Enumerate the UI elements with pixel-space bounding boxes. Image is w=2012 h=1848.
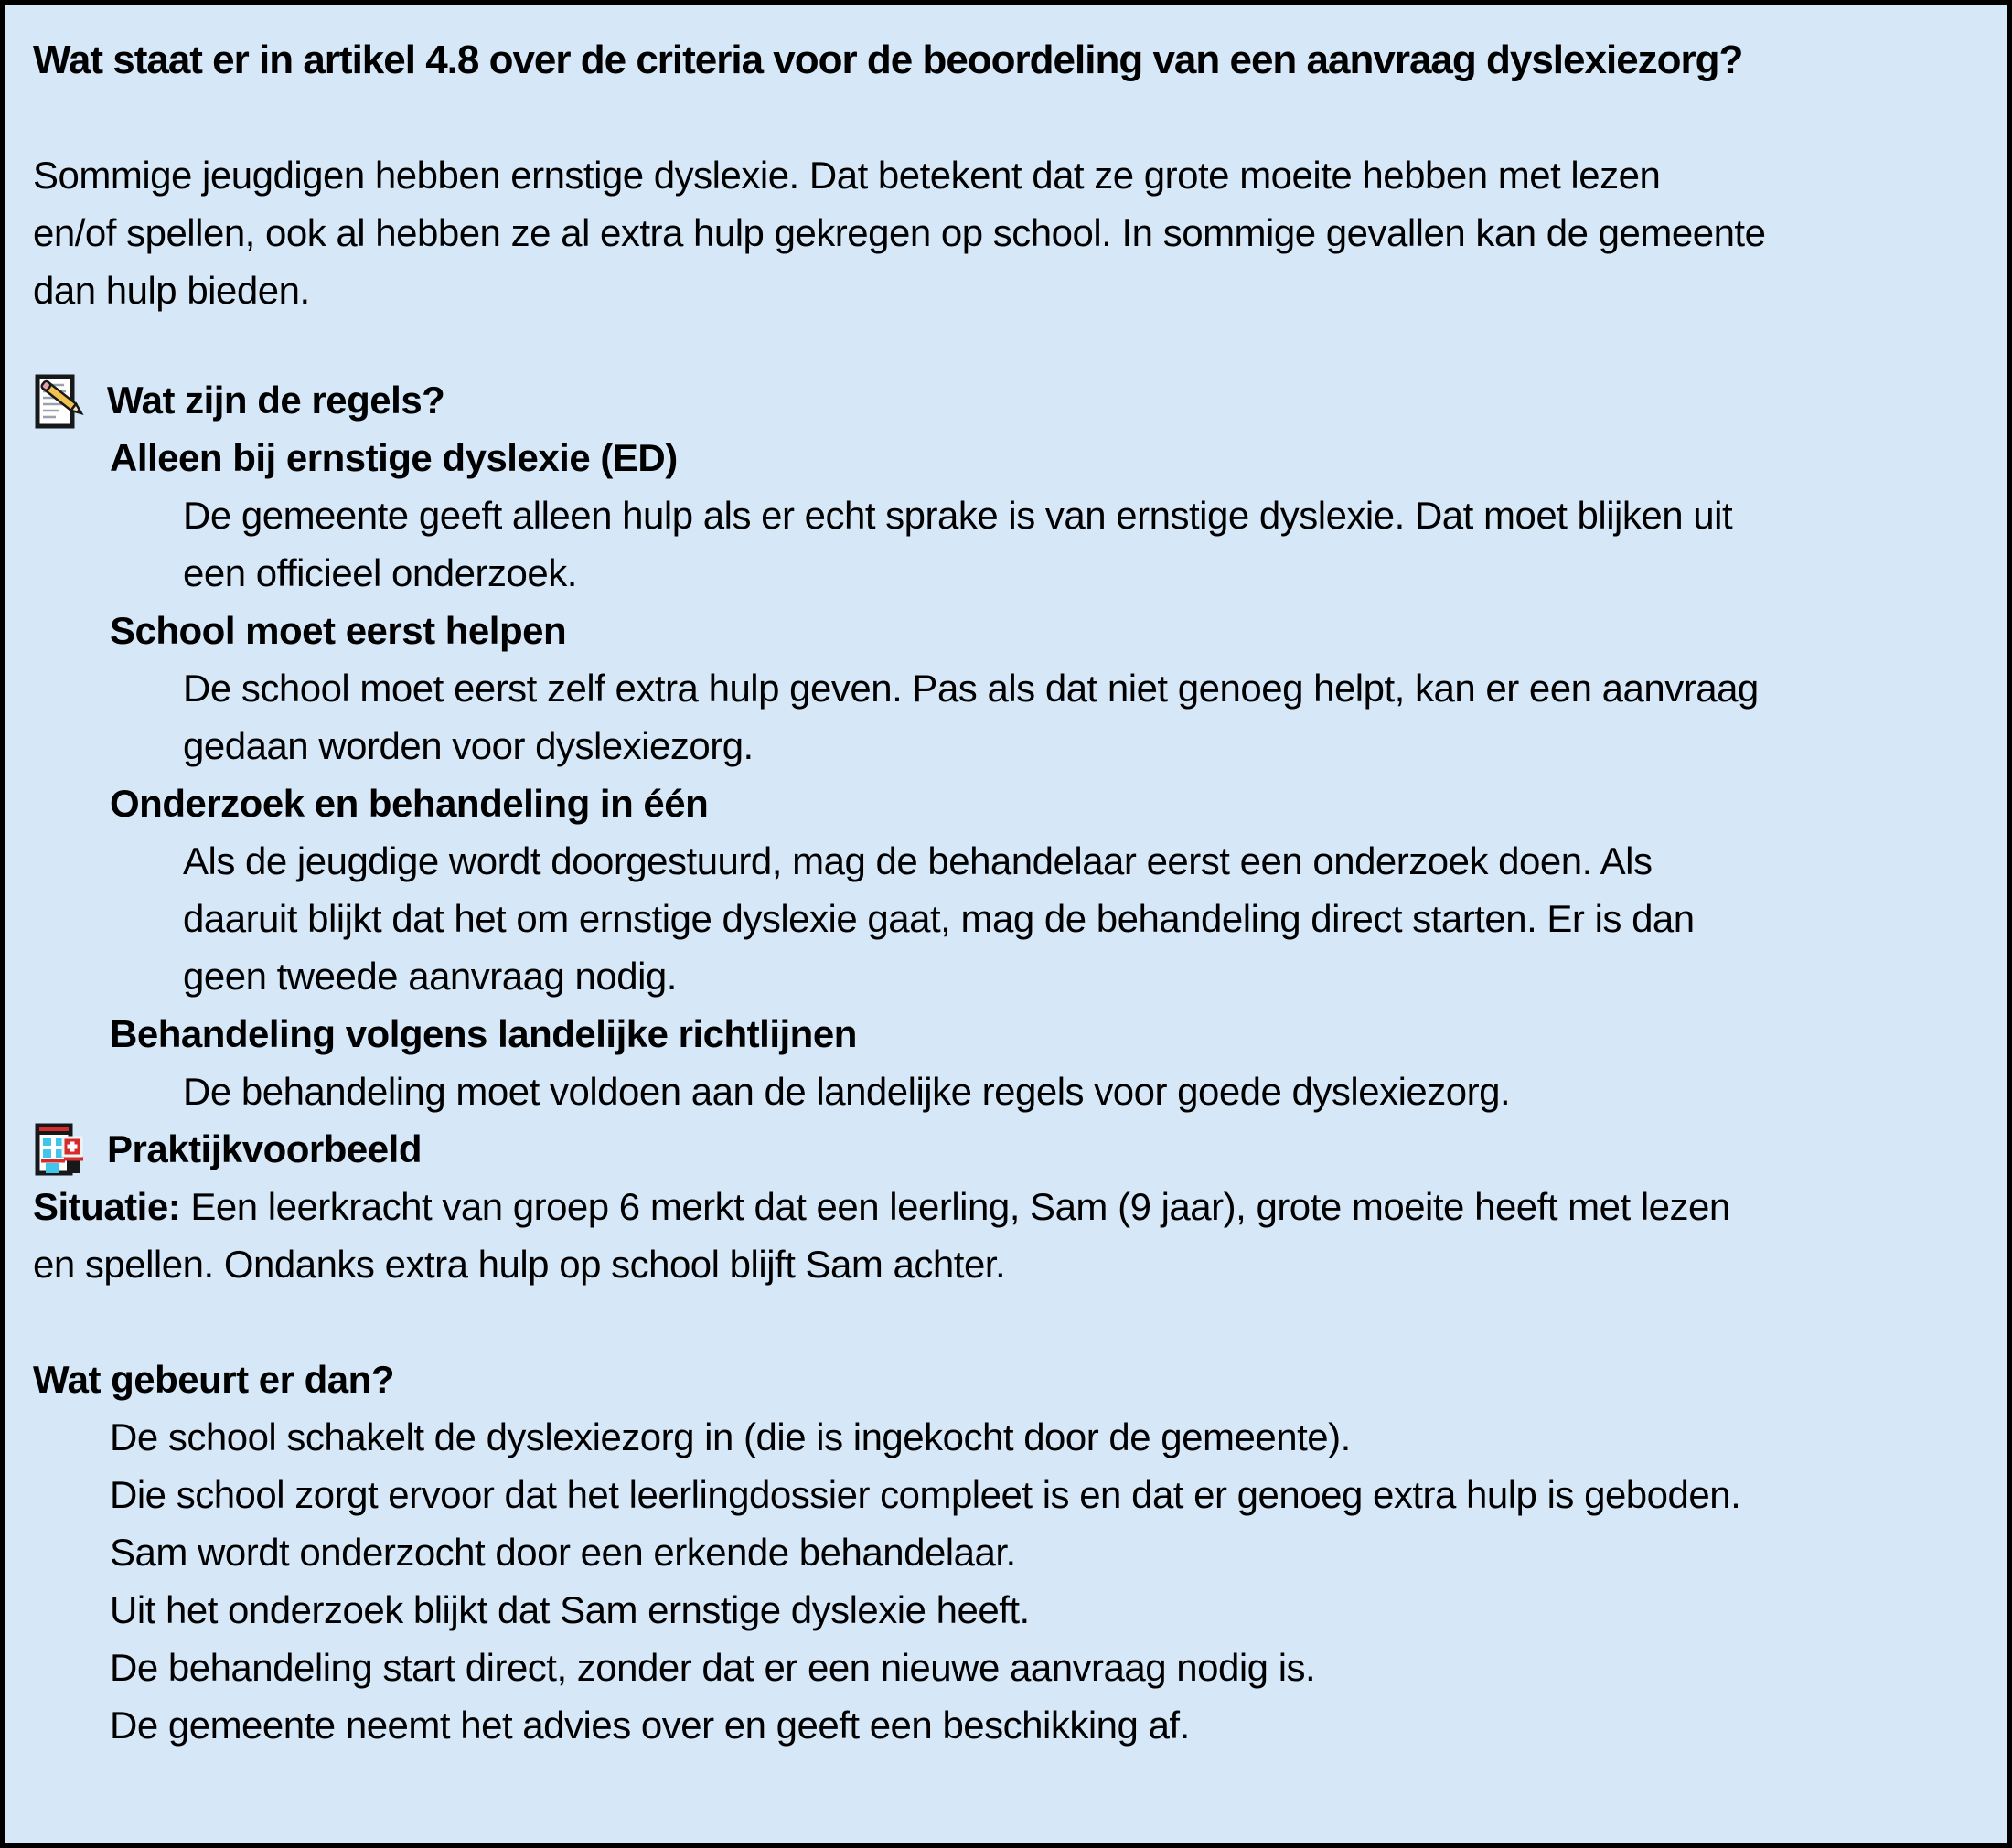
example-heading-row (33, 1120, 1979, 1178)
step-line: De school schakelt de dyslexiezorg in (die is ingekocht door de gemeente). (110, 1415, 1351, 1458)
intro-line: en/of spellen, ook al hebben ze al extra hulp gekregen op school. In sommige gevallen kan de gemeente (33, 211, 1766, 254)
what-happens-heading: Wat gebeurt er dan? (33, 1358, 394, 1401)
situation-text: Een leerkracht van groep 6 merkt dat een leerling, Sam (9 jaar), grote moeite heeft met lezen (190, 1185, 1730, 1228)
step-line: De behandeling start direct, zonder dat er een nieuwe aanvraag nodig is. (110, 1646, 1316, 1689)
rule-item-title: Behandeling volgens landelijke richtlijnen (110, 1012, 857, 1055)
rule-item-text-line: gedaan worden voor dyslexiezorg. (183, 724, 754, 767)
blank-line (33, 1293, 1979, 1351)
step-line: Uit het onderzoek blijkt dat Sam ernstige dyslexie heeft. (110, 1588, 1030, 1631)
example-section (33, 1120, 1979, 1293)
step-line: De gemeente neemt het advies over en geeft een beschikking af. (110, 1704, 1190, 1747)
rules-heading-row (33, 371, 1979, 429)
step-line: Die school zorgt ervoor dat het leerlingdossier compleet is en dat er genoeg extra hulp is geboden. (110, 1473, 1741, 1516)
page-title: Wat staat er in artikel 4.8 over de criteria voor de beoordeling van een aanvraag dyslexiezorg? (33, 37, 1743, 82)
intro-line: Sommige jeugdigen hebben ernstige dyslexie. Dat betekent dat ze grote moeite hebben met lezen (33, 154, 1661, 197)
rule-item-title: Onderzoek en behandeling in één (110, 782, 709, 825)
situation-label: Situatie: (33, 1185, 181, 1228)
step-line: Sam wordt onderzocht door een erkende behandelaar. (110, 1531, 1016, 1574)
rules-section (33, 371, 1979, 1120)
intro-line: dan hulp bieden. (33, 269, 310, 312)
hospital-icon (33, 1121, 84, 1178)
what-happens-section (33, 1351, 1979, 1754)
situation-line: en spellen. Ondanks extra hulp op school blijft Sam achter. (33, 1243, 1006, 1286)
situation-line (33, 1178, 1979, 1235)
rule-item-text-line: De gemeente geeft alleen hulp als er echt sprake is van ernstige dyslexie. Dat moet blijken uit (183, 494, 1733, 537)
situation-paragraph (33, 1178, 1979, 1293)
rule-item-text-line: daaruit blijkt dat het om ernstige dyslexie gaat, mag de behandeling direct starten. Er is dan (183, 897, 1695, 940)
example-heading: Praktijkvoorbeeld (107, 1127, 422, 1170)
rule-item-text-line: Als de jeugdige wordt doorgestuurd, mag de behandelaar eerst een onderzoek doen. Als (183, 839, 1653, 882)
rule-item-title: Alleen bij ernstige dyslexie (ED) (110, 436, 678, 479)
rule-item-text-line: een officieel onderzoek. (183, 551, 577, 594)
rule-item-text-line: De behandeling moet voldoen aan de landelijke regels voor goede dyslexiezorg. (183, 1070, 1511, 1113)
rule-item-text-line: De school moet eerst zelf extra hulp geven. Pas als dat niet genoeg helpt, kan er een aanvraag (183, 667, 1759, 710)
memo-icon (33, 372, 84, 429)
intro-paragraph (33, 146, 1979, 319)
rule-item-title: School moet eerst helpen (110, 609, 567, 652)
rule-item-text-line: geen tweede aanvraag nodig. (183, 955, 677, 998)
rules-heading: Wat zijn de regels? (107, 378, 445, 422)
